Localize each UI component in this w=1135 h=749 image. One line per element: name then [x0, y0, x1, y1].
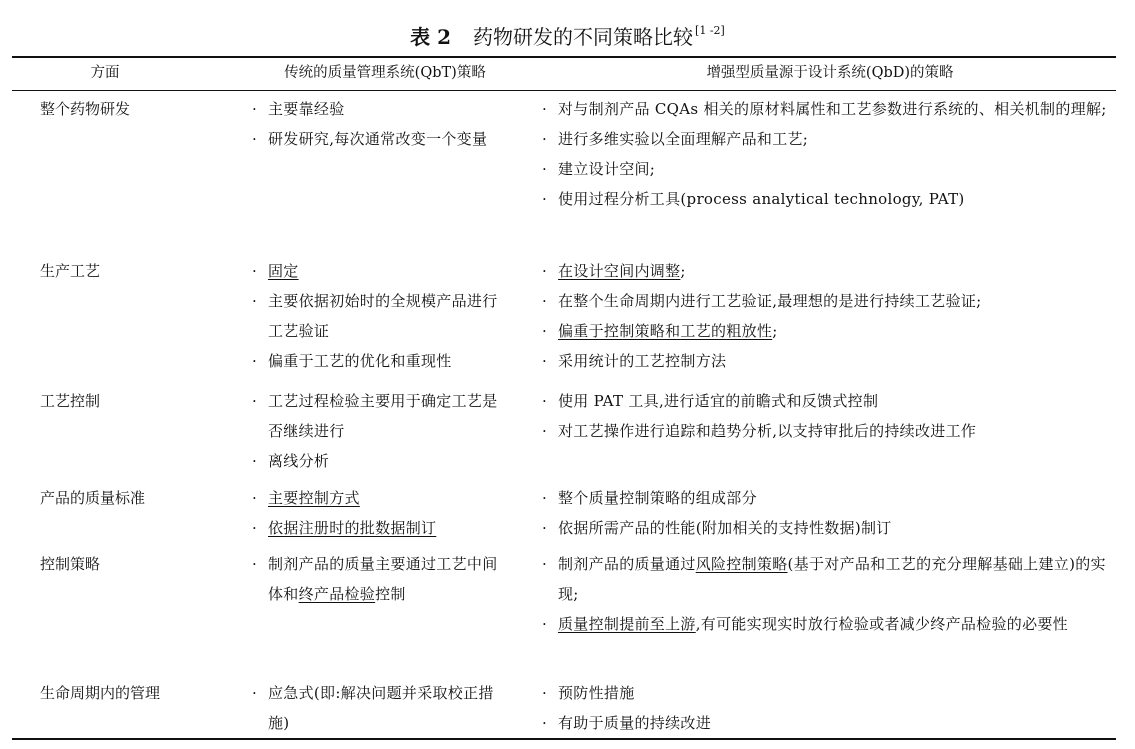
bullet-text	[268, 678, 508, 738]
bullet-item	[542, 346, 1107, 376]
text-segment: 工艺过程检验主要用于确定工艺是否继续进行	[268, 392, 498, 440]
bullet-mark: ·	[252, 555, 258, 573]
bullet-mark: ·	[252, 519, 258, 537]
qbt-cell	[252, 678, 508, 738]
bottom-rule	[12, 738, 1116, 740]
bullet-text	[558, 549, 1107, 609]
text-segment: 研发研究,每次通常改变一个变量	[268, 130, 488, 148]
bullet-item	[252, 94, 508, 124]
text-segment: 制剂产品的质量通过	[558, 555, 696, 573]
bullet-text	[558, 416, 1107, 446]
header-aspect: 方面	[90, 65, 120, 81]
bullet-text	[558, 513, 1107, 543]
text-segment: 对工艺操作进行追踪和趋势分析,以支持审批后的持续改进工作	[558, 422, 977, 440]
underlined-text: 偏重于控制策略和工艺的粗放性	[558, 322, 773, 340]
bullet-item	[542, 124, 1107, 154]
text-segment: ;	[772, 322, 778, 340]
bullet-mark: ·	[252, 292, 258, 310]
text-segment: 使用 PAT 工具,进行适宜的前瞻式和反馈式控制	[558, 392, 879, 410]
bullet-item	[252, 286, 508, 346]
bullet-mark: ·	[542, 190, 548, 208]
bullet-text	[558, 609, 1107, 639]
underlined-text: 依据注册时的批数据制订	[268, 519, 437, 537]
bullet-item	[252, 549, 508, 609]
header-qbt: 传统的质量管理系统(QbT)策略	[284, 65, 486, 81]
bullet-text	[268, 124, 508, 154]
text-segment: 采用统计的工艺控制方法	[558, 352, 727, 370]
bullet-item	[542, 678, 1107, 708]
bullet-text	[558, 678, 1107, 708]
text-segment: 控制	[375, 585, 406, 603]
bullet-text	[558, 346, 1107, 376]
bullet-text	[558, 316, 1107, 346]
bullet-item	[252, 256, 508, 286]
text-segment: 制剂产品的质量主要通过工艺中间体和	[268, 555, 498, 603]
bullet-mark: ·	[542, 519, 548, 537]
row-aspect: 控制策略	[40, 555, 101, 573]
text-segment: 进行多维实验以全面理解产品和工艺;	[558, 130, 809, 148]
top-rule	[12, 56, 1116, 58]
header-rule	[12, 90, 1116, 91]
text-segment: 建立设计空间;	[558, 160, 656, 178]
table-title: 药物研发的不同策略比较	[473, 25, 694, 49]
bullet-item	[542, 549, 1107, 609]
bullet-item	[542, 386, 1107, 416]
bullet-text	[558, 483, 1107, 513]
bullet-mark: ·	[542, 292, 548, 310]
text-segment: (基于对产品和工艺的充分理解基础上建立)的实现;	[558, 555, 1106, 603]
bullet-item	[252, 386, 508, 446]
bullet-text	[268, 549, 508, 609]
bullet-item	[252, 346, 508, 376]
table-caption	[0, 18, 1135, 50]
text-segment: ,有可能实现实时放行检验或者减少终产品检验的必要性	[695, 615, 1068, 633]
bullet-item	[542, 94, 1107, 124]
text-segment: 预防性措施	[558, 684, 635, 702]
qbt-cell	[252, 386, 508, 476]
qbt-cell	[252, 549, 508, 609]
row-aspect: 整个药物研发	[40, 100, 131, 118]
text-segment: 在整个生命周期内进行工艺验证,最理想的是进行持续工艺验证;	[558, 292, 982, 310]
qbd-cell	[542, 483, 1107, 543]
text-segment: 主要靠经验	[268, 100, 345, 118]
text-segment: 整个质量控制策略的组成部分	[558, 489, 757, 507]
bullet-item	[252, 124, 508, 154]
bullet-text	[558, 154, 1107, 184]
bullet-mark: ·	[542, 262, 548, 280]
underlined-text: 风险控制策略	[695, 555, 788, 573]
bullet-item	[542, 708, 1107, 738]
bullet-mark: ·	[542, 422, 548, 440]
text-segment: 主要依据初始时的全规模产品进行工艺验证	[268, 292, 498, 340]
bullet-mark: ·	[542, 352, 548, 370]
row-aspect: 产品的质量标准	[40, 489, 146, 507]
text-segment: 对与制剂产品 CQAs 相关的原材料属性和工艺参数进行系统的、相关机制的理解;	[558, 100, 1107, 118]
bullet-item	[542, 483, 1107, 513]
bullet-item	[252, 446, 508, 476]
text-segment: 偏重于工艺的优化和重现性	[268, 352, 452, 370]
qbd-cell	[542, 678, 1107, 738]
underlined-text: 主要控制方式	[268, 489, 360, 507]
row-aspect: 生命周期内的管理	[40, 684, 161, 702]
qbd-cell	[542, 549, 1107, 639]
bullet-text	[268, 446, 508, 476]
bullet-text	[558, 256, 1107, 286]
bullet-mark: ·	[252, 452, 258, 470]
text-segment: 使用过程分析工具(process analytical technology, PAT)	[558, 190, 965, 208]
bullet-item	[542, 286, 1107, 316]
bullet-mark: ·	[542, 160, 548, 178]
bullet-text	[558, 386, 1107, 416]
bullet-mark: ·	[252, 489, 258, 507]
bullet-text	[558, 184, 1107, 214]
bullet-item	[542, 416, 1107, 446]
bullet-text	[268, 483, 508, 513]
underlined-text: 固定	[268, 262, 299, 280]
underlined-text: 终产品检验	[298, 585, 376, 603]
bullet-item	[542, 316, 1107, 346]
bullet-text	[268, 513, 508, 543]
text-segment: 离线分析	[268, 452, 330, 470]
text-segment: 应急式(即:解决问题并采取校正措施)	[268, 684, 494, 732]
bullet-item	[252, 483, 508, 513]
bullet-mark: ·	[542, 555, 548, 573]
bullet-mark: ·	[252, 392, 258, 410]
bullet-text	[268, 94, 508, 124]
bullet-text	[268, 386, 508, 446]
bullet-mark: ·	[542, 100, 548, 118]
bullet-item	[542, 256, 1107, 286]
bullet-item	[542, 609, 1107, 639]
qbt-cell	[252, 483, 508, 543]
bullet-text	[268, 346, 508, 376]
bullet-text	[558, 94, 1107, 124]
bullet-mark: ·	[542, 489, 548, 507]
underlined-text: 在设计空间内调整	[558, 262, 681, 280]
bullet-mark: ·	[542, 130, 548, 148]
bullet-item	[542, 154, 1107, 184]
bullet-mark: ·	[252, 130, 258, 148]
bullet-text	[268, 286, 508, 346]
qbt-cell	[252, 94, 508, 154]
bullet-text	[558, 286, 1107, 316]
bullet-text	[558, 124, 1107, 154]
bullet-item	[252, 678, 508, 738]
bullet-mark: ·	[542, 615, 548, 633]
citation-ref: [1 -2]	[695, 24, 725, 37]
bullet-text	[558, 708, 1107, 738]
bullet-text	[268, 256, 508, 286]
bullet-mark: ·	[252, 352, 258, 370]
text-segment: 依据所需产品的性能(附加相关的支持性数据)制订	[558, 519, 892, 537]
qbt-cell	[252, 256, 508, 376]
row-aspect: 工艺控制	[40, 392, 101, 410]
text-segment: ;	[680, 262, 686, 280]
table-number: 表 2	[410, 25, 452, 49]
bullet-item	[252, 513, 508, 543]
bullet-mark: ·	[542, 322, 548, 340]
qbd-cell	[542, 386, 1107, 446]
bullet-mark: ·	[252, 684, 258, 702]
bullet-item	[542, 184, 1107, 214]
underlined-text: 质量控制提前至上游	[558, 615, 696, 633]
text-segment: 有助于质量的持续改进	[558, 714, 712, 732]
bullet-mark: ·	[252, 262, 258, 280]
bullet-mark: ·	[542, 714, 548, 732]
header-qbd: 增强型质量源于设计系统(QbD)的策略	[706, 65, 954, 81]
bullet-mark: ·	[542, 392, 548, 410]
qbd-cell	[542, 256, 1107, 376]
bullet-item	[542, 513, 1107, 543]
bullet-mark: ·	[252, 100, 258, 118]
qbd-cell	[542, 94, 1107, 214]
bullet-mark: ·	[542, 684, 548, 702]
row-aspect: 生产工艺	[40, 262, 101, 280]
